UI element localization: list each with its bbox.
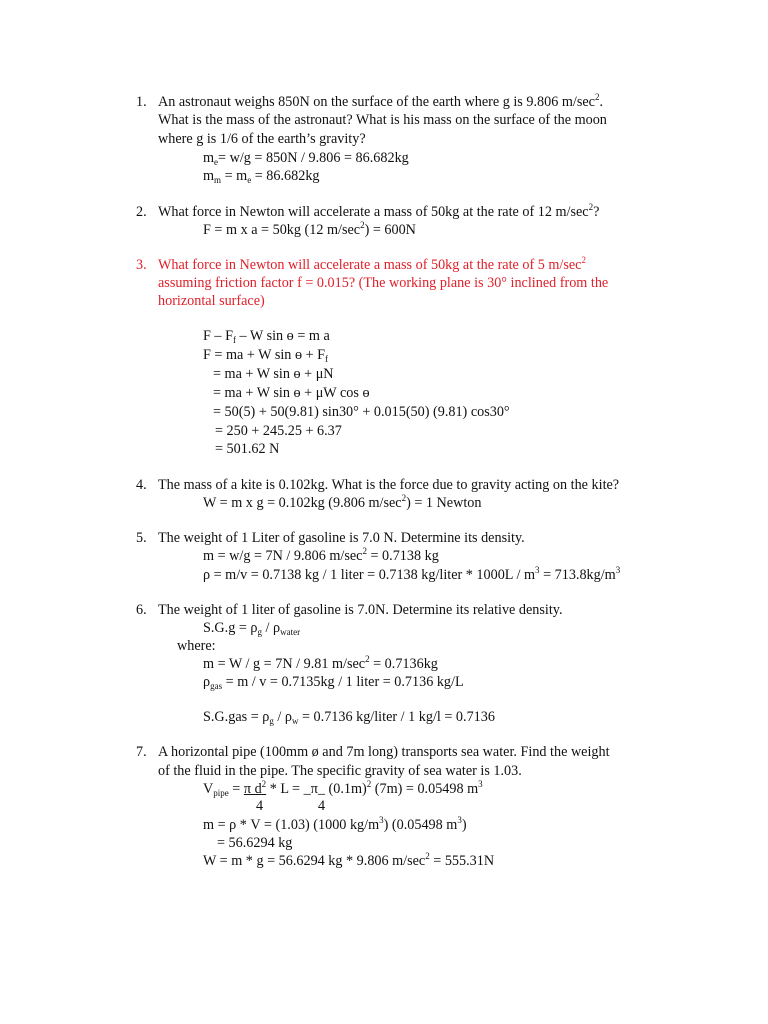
- solution-line: $\rho_{gas} = m / v = 0.7135kg / 1$ liter = 0.7136 kg/L: [203, 674, 464, 691]
- solution-line: = 50(5) + 50(9.81) sin30° + 0.015(50) (9.81) cos30°: [213, 404, 510, 420]
- fraction-denominator: 4: [256, 798, 264, 814]
- problem-text: What force in Newton will accelerate a mass of 50kg at the rate of 5 $m/\sec^2$: [158, 255, 586, 273]
- solution-line: m = ρ * V = (1.03) (1000 $kg/m^3$) (0.05498 $m^3$): [203, 815, 467, 833]
- solution-line: = ma + W sin ɵ + μN: [213, 366, 334, 382]
- problem-text: The weight of 1 liter of gasoline is 7.0N. Determine its relative density.: [158, 602, 563, 618]
- solution-line: F – $F_f$ – W sin ɵ = m a: [203, 328, 330, 345]
- solution-line: W = m * g = 56.6294 kg * 9.806 $m/\sec^2 = 555.31N$: [203, 851, 495, 869]
- solution-line: m = W / g = 7N / 9.81 $m/\sec^2 = 0.7136kg$: [203, 654, 438, 672]
- problem-text: where g is 1/6 of the earth’s gravity?: [158, 131, 366, 147]
- problem-number: 2.: [136, 204, 147, 220]
- solution-line: W = m x g = 0.102kg (9.806 $m/\sec^2) = 1$ Newton: [203, 493, 482, 511]
- solution-line: = 56.6294 kg: [217, 835, 293, 851]
- problem-number: 3.: [136, 257, 147, 273]
- problem-text: assuming friction factor f = 0.015? (The working plane is 30° inclined from the: [158, 275, 609, 291]
- problem-number: 1.: [136, 94, 147, 110]
- solution-line: ρ = m/v = 0.7138 kg / 1 liter = 0.7138 kg/liter * $1000L / m^3 = 713.8kg/m^3$: [203, 565, 621, 583]
- problem-number: 4.: [136, 477, 147, 493]
- solution-line: where:: [177, 638, 216, 654]
- problem-text: The mass of a kite is 0.102kg. What is the force due to gravity acting on the kite?: [158, 477, 620, 493]
- problem-text: What is the mass of the astronaut? What is his mass on the surface of the moon: [158, 112, 607, 128]
- solution-line: $S.G.gas = \rho_g / \rho_w = 0.7136$ kg/liter / 1 kg/l = 0.7136: [203, 709, 495, 726]
- solution-line: = 501.62 N: [215, 441, 280, 457]
- fraction-denominator: 4: [318, 798, 326, 814]
- problem-text: The weight of 1 Liter of gasoline is 7.0 N. Determine its density.: [158, 530, 525, 546]
- solution-line: m = w/g = 7N / 9.806 $m/\sec^2 = 0.7138$ kg: [203, 546, 439, 564]
- problem-text: What force in Newton will accelerate a mass of 50kg at the rate of 12 $m/\sec^2$?: [158, 202, 600, 220]
- solution-line: = 250 + 245.25 + 6.37: [215, 423, 342, 439]
- solution-line: $S.G.g = \rho_g / \rho_{water}$: [203, 620, 301, 637]
- problem-number: 5.: [136, 530, 147, 546]
- problem-number: 7.: [136, 744, 147, 760]
- solution-line: $m_e= w/g = 850N / 9.806 = 86.682kg$: [203, 150, 409, 167]
- problem-text: A horizontal pipe (100mm ø and 7m long) transports sea water. Find the weight: [158, 744, 610, 760]
- solution-line: = ma + W sin ɵ + μW cos ɵ: [213, 385, 370, 401]
- solution-line: F = ma + W sin ɵ + $F_f$: [203, 347, 329, 364]
- problem-text: horizontal surface): [158, 293, 265, 309]
- solution-line: F = m x a = 50kg (12 $m/\sec^2) = 600N$: [203, 220, 416, 238]
- problem-text: of the fluid in the pipe. The specific gravity of sea water is 1.03.: [158, 763, 522, 779]
- problem-text: An astronaut weighs 850N on the surface of the earth where g is 9.806 $m/\sec^2$.: [158, 92, 603, 110]
- problem-number: 6.: [136, 602, 147, 618]
- solution-line: $V_{pipe} = \pi$ $d^2$ * L = _π_ $(0.1m)^2$ (7m) = 0.05498 $m^3$: [203, 779, 483, 798]
- solution-line: $m_m = m_e = 86.682kg$: [203, 168, 320, 185]
